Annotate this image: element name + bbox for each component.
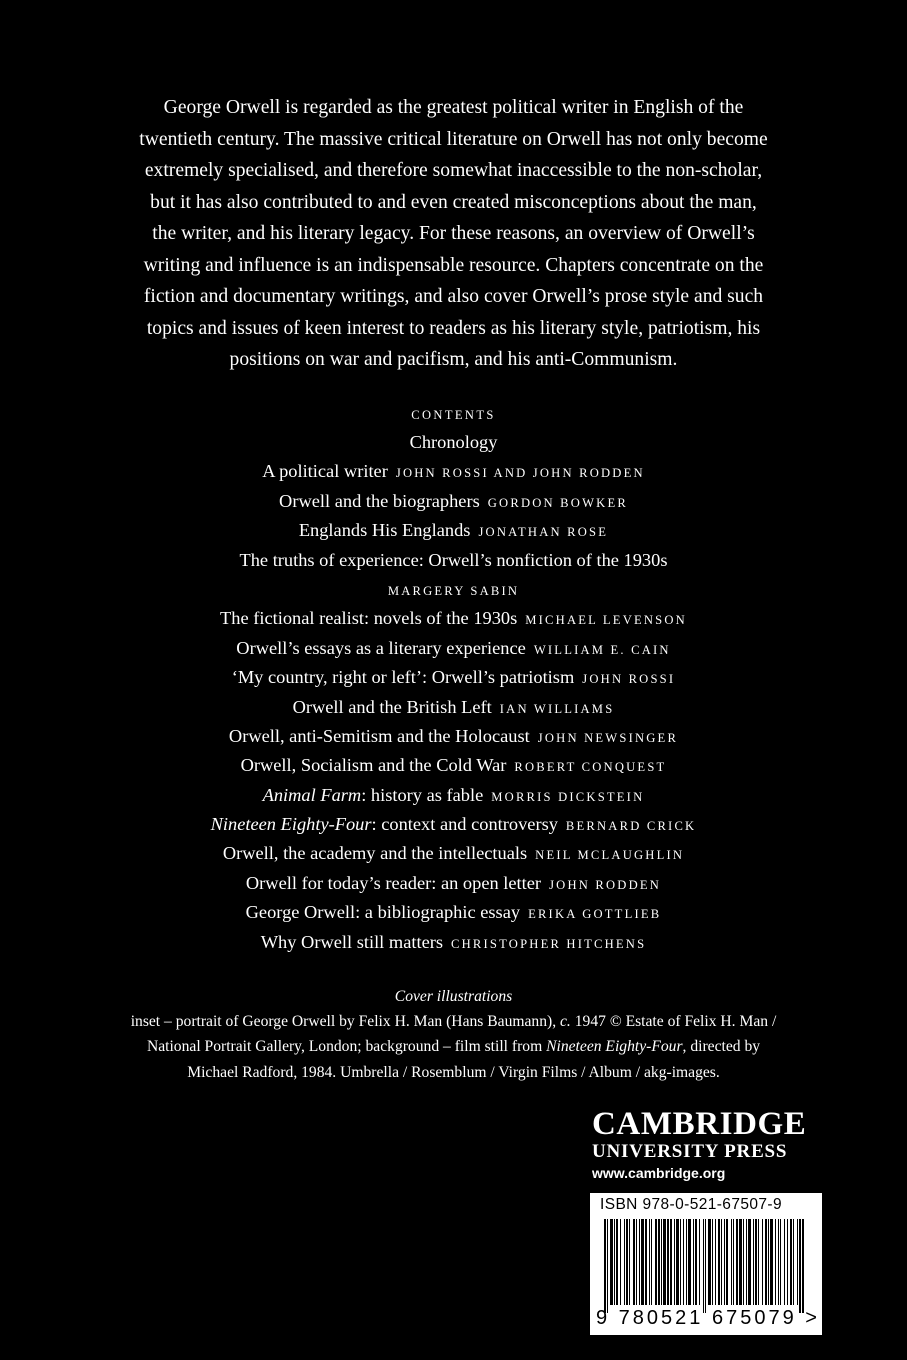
toc-chapter-title: A political writer bbox=[262, 461, 388, 482]
publisher-subtitle: UNIVERSITY PRESS bbox=[592, 1141, 788, 1162]
barcode-bar bbox=[688, 1219, 691, 1305]
barcode-bar bbox=[787, 1219, 788, 1305]
barcode-bar bbox=[607, 1219, 608, 1313]
credits-circa: c. bbox=[560, 1013, 571, 1031]
toc-chapter-author: JOHN RODDEN bbox=[549, 877, 662, 892]
barcode-bar bbox=[778, 1219, 779, 1305]
toc-chapter-author: IAN WILLIAMS bbox=[499, 701, 615, 716]
toc-entry bbox=[60, 869, 847, 898]
barcode-bar bbox=[629, 1219, 630, 1305]
toc-chapter-author: JOHN ROSSI bbox=[582, 672, 676, 687]
toc-chapter-author: GORDON BOWKER bbox=[487, 495, 628, 510]
credits-film-title: Nineteen Eighty-Four bbox=[546, 1038, 683, 1056]
barcode-bar bbox=[663, 1219, 666, 1305]
barcode-bar bbox=[746, 1219, 747, 1305]
isbn-number: ISBN 978-0-521-67507-9 bbox=[600, 1196, 782, 1213]
barcode-bar bbox=[718, 1219, 720, 1305]
barcode-bar bbox=[799, 1219, 801, 1313]
toc-entry bbox=[60, 928, 847, 957]
barcode-bar bbox=[639, 1219, 640, 1305]
toc-chapter-title: Orwell’s essays as a literary experience bbox=[236, 637, 526, 658]
barcode-bar bbox=[724, 1219, 725, 1305]
barcode-bar bbox=[743, 1219, 744, 1305]
toc-chapter-author: ROBERT CONQUEST bbox=[514, 760, 667, 775]
toc-chapter-title: Orwell, Socialism and the Cold War bbox=[240, 755, 507, 776]
barcode-bar bbox=[676, 1219, 679, 1305]
barcode-bar bbox=[797, 1219, 798, 1305]
toc-chapter-author: JOHN NEWSINGER bbox=[537, 730, 679, 745]
barcode-bar bbox=[755, 1219, 757, 1305]
barcode-bar bbox=[780, 1219, 781, 1305]
barcode-bar bbox=[683, 1219, 684, 1305]
toc-chapter-title bbox=[211, 814, 558, 834]
barcode-bar bbox=[686, 1219, 687, 1305]
ean-digits: 9 780521 675079 > bbox=[596, 1307, 820, 1329]
toc-chapter-title: Orwell for today’s reader: an open letter bbox=[245, 872, 542, 893]
toc-chapter-author: MORRIS DICKSTEIN bbox=[491, 789, 645, 804]
barcode-bar bbox=[705, 1219, 706, 1313]
barcode-bar bbox=[748, 1219, 751, 1305]
barcode-bar bbox=[726, 1219, 728, 1305]
toc-entry bbox=[60, 839, 847, 868]
barcode-bar bbox=[651, 1219, 652, 1305]
barcode-bar bbox=[712, 1219, 713, 1305]
toc-chapter-author: CHRISTOPHER HITCHENS bbox=[451, 936, 647, 951]
toc-chapter-author: NEIL MCLAUGHLIN bbox=[535, 848, 685, 863]
publisher-name: CAMBRIDGE bbox=[592, 1106, 807, 1142]
toc-chapter-author: JOHN ROSSI AND JOHN RODDEN bbox=[395, 466, 645, 481]
toc-entry bbox=[60, 781, 847, 810]
toc-entry bbox=[60, 487, 847, 516]
barcode-bar bbox=[616, 1219, 618, 1305]
barcode-bar bbox=[793, 1219, 794, 1305]
blurb-line: twentieth century. The massive critical literature on Orwell has not only become bbox=[139, 128, 768, 150]
toc-entry bbox=[60, 663, 847, 692]
barcode-bar bbox=[733, 1219, 734, 1305]
toc-chapter-title: Chronology bbox=[409, 432, 498, 452]
barcode-bar bbox=[614, 1219, 615, 1305]
toc-chapter-title: George Orwell: a bibliographic essay bbox=[245, 902, 521, 923]
barcode-bar bbox=[658, 1219, 660, 1305]
toc-entry bbox=[60, 810, 847, 839]
barcode-bar bbox=[624, 1219, 625, 1305]
barcode-bar bbox=[731, 1219, 732, 1305]
blurb-line: writing and influence is an indispensable resource. Chapters concentrate on the bbox=[143, 254, 764, 276]
barcode-bar bbox=[784, 1219, 785, 1305]
toc-chapter-author: MARGERY SABIN bbox=[387, 583, 520, 598]
barcode-bar bbox=[770, 1219, 773, 1305]
credits-text: 1947 © Estate of Felix H. Man / bbox=[570, 1013, 777, 1031]
toc-chapter-title: Englands His Englands bbox=[298, 520, 471, 541]
barcode-bar bbox=[667, 1219, 669, 1305]
back-cover-blurb bbox=[100, 92, 807, 376]
toc-chapter-title: Orwell and the British Left bbox=[292, 696, 492, 717]
barcode-bar bbox=[790, 1219, 792, 1305]
toc-title-rest: : context and controversy bbox=[371, 814, 558, 835]
toc-chapter-author: BERNARD CRICK bbox=[565, 819, 697, 834]
credits-line: Michael Radford, 1984. Umbrella / Rosemblum / Virgin Films / Album / akg-images. bbox=[187, 1063, 720, 1081]
barcode-bar bbox=[604, 1219, 606, 1313]
toc-chapter-author: JONATHAN ROSE bbox=[478, 525, 609, 540]
barcode-bar bbox=[802, 1219, 804, 1313]
credits-line bbox=[80, 1009, 827, 1034]
barcode-bar bbox=[758, 1219, 759, 1305]
toc-chapter-author: MICHAEL LEVENSON bbox=[525, 613, 687, 628]
barcode-bar bbox=[753, 1219, 754, 1305]
toc-chapter-title bbox=[263, 785, 484, 805]
blurb-line: the writer, and his literary legacy. For these reasons, an overview of Orwell’s bbox=[152, 223, 755, 244]
cover-credits bbox=[80, 984, 827, 1085]
barcode-bar bbox=[762, 1219, 763, 1305]
toc-title-italic: Nineteen Eighty-Four bbox=[210, 814, 372, 835]
toc-title-italic: Animal Farm bbox=[262, 784, 362, 805]
publisher-logo bbox=[592, 1106, 822, 1184]
credits-line bbox=[80, 1034, 827, 1059]
barcode-bar bbox=[736, 1219, 738, 1305]
isbn-barcode bbox=[590, 1193, 822, 1335]
toc-title-rest: : history as fable bbox=[361, 784, 484, 805]
barcode-bar bbox=[721, 1219, 722, 1305]
toc-entry bbox=[60, 428, 847, 457]
barcode-bar bbox=[610, 1219, 613, 1305]
toc-chapter-author: WILLIAM E. CAIN bbox=[533, 642, 671, 657]
barcode-bar bbox=[680, 1219, 681, 1305]
blurb-line: fiction and documentary writings, and also cover Orwell’s prose style and such bbox=[143, 286, 764, 307]
toc-chapter-title: The truths of experience: Orwell’s nonfiction of the 1930s bbox=[239, 549, 668, 570]
barcode-bar bbox=[620, 1219, 621, 1305]
toc-entry bbox=[60, 546, 847, 575]
barcode-bar bbox=[699, 1219, 700, 1305]
credits-heading: Cover illustrations bbox=[394, 988, 513, 1005]
barcode-bar bbox=[693, 1219, 694, 1305]
toc-entry bbox=[60, 575, 847, 604]
toc-entry bbox=[60, 516, 847, 545]
toc-chapter-title: Orwell, the academy and the intellectuals bbox=[222, 843, 528, 864]
barcode-bar bbox=[708, 1219, 711, 1305]
barcode-bar bbox=[633, 1219, 635, 1305]
barcode-bar bbox=[765, 1219, 767, 1305]
toc-chapter-title: Orwell, anti-Semitism and the Holocaust bbox=[228, 725, 530, 746]
contents-heading: CONTENTS bbox=[411, 408, 496, 422]
toc-chapter-title: The fictional realist: novels of the 1930s bbox=[220, 608, 518, 629]
toc-entry bbox=[60, 634, 847, 663]
barcode-bar bbox=[649, 1219, 650, 1305]
credits-text: , directed by bbox=[682, 1038, 761, 1056]
toc-chapter-title: Why Orwell still matters bbox=[260, 931, 444, 952]
barcode-bar bbox=[641, 1219, 644, 1305]
barcode-bar bbox=[645, 1219, 647, 1305]
blurb-line: but it has also contributed to and even created misconceptions about the man, bbox=[150, 191, 757, 213]
blurb-line: topics and issues of keen interest to readers as his literary style, patriotism, his bbox=[146, 317, 761, 339]
barcode-bar bbox=[695, 1219, 697, 1305]
barcode-bar bbox=[775, 1219, 776, 1305]
toc-entry bbox=[60, 693, 847, 722]
toc-entry bbox=[60, 751, 847, 780]
toc-entry bbox=[60, 457, 847, 486]
blurb-line: positions on war and pacifism, and his anti-Communism. bbox=[229, 349, 678, 370]
toc-entry bbox=[60, 722, 847, 751]
credits-text: National Portrait Gallery, London; background – film still from bbox=[146, 1038, 547, 1056]
barcode-bar bbox=[661, 1219, 662, 1305]
barcode-bar bbox=[674, 1219, 675, 1305]
toc-chapter-title: ‘My country, right or left’: Orwell’s patriotism bbox=[231, 667, 575, 688]
toc-chapter-title: Orwell and the biographers bbox=[279, 490, 480, 511]
toc-entry bbox=[60, 898, 847, 927]
toc-chapter-author: ERIKA GOTTLIEB bbox=[528, 907, 662, 922]
barcode-bar bbox=[768, 1219, 769, 1305]
barcode-bar bbox=[636, 1219, 637, 1305]
barcode-bar bbox=[739, 1219, 742, 1305]
barcode-bar bbox=[703, 1219, 704, 1313]
blurb-line: extremely specialised, and therefore somewhat inaccessible to the non-scholar, bbox=[144, 160, 763, 181]
publisher-url: www.cambridge.org bbox=[592, 1165, 726, 1181]
barcode-bar bbox=[715, 1219, 716, 1305]
barcode-bar bbox=[670, 1219, 672, 1305]
blurb-line: George Orwell is regarded as the greatest political writer in English of the bbox=[163, 97, 744, 118]
table-of-contents bbox=[60, 402, 847, 957]
toc-entry bbox=[60, 604, 847, 633]
credits-text: inset – portrait of George Orwell by Felix H. Man (Hans Baumann), bbox=[130, 1013, 561, 1031]
barcode-bar bbox=[655, 1219, 657, 1305]
barcode-bar bbox=[626, 1219, 628, 1305]
